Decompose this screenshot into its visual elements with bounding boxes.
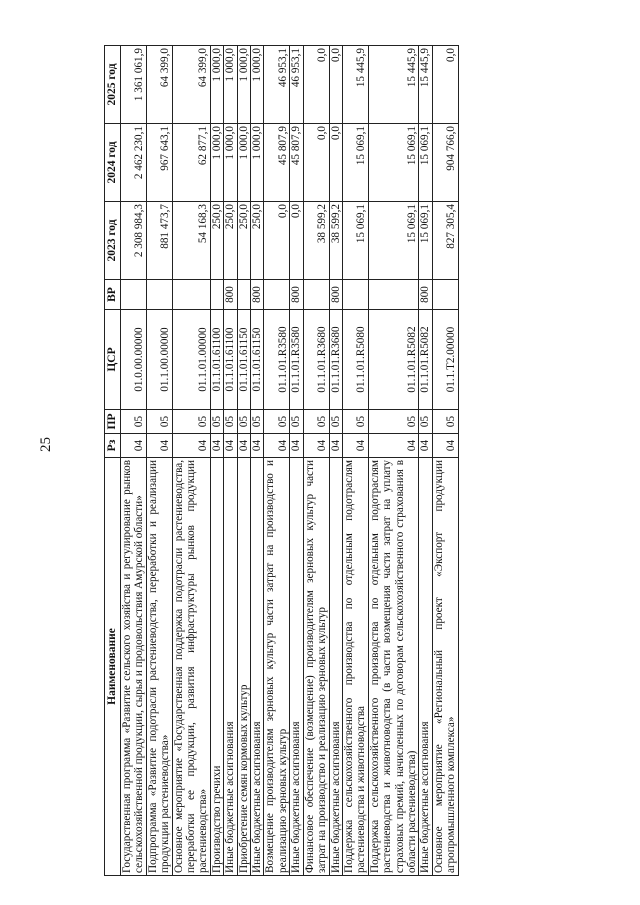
cell-vr — [368, 280, 419, 310]
header-vr: ВР — [105, 280, 121, 310]
cell-csr: 01.0.00.00000 — [121, 310, 147, 410]
cell-2025: 1 000,0 — [251, 46, 264, 124]
cell-2025: 1 361 061,9 — [121, 46, 147, 124]
table-row — [251, 46, 264, 876]
cell-vr — [146, 280, 172, 310]
cell-2024: 62 877,1 — [172, 124, 210, 202]
cell-pr: 05 — [146, 410, 172, 434]
cell-2024: 15 069,1 — [368, 124, 419, 202]
cell-csr: 01.1.01.R3580 — [290, 310, 303, 410]
cell-pr: 05 — [210, 410, 223, 434]
cell-csr: 01.1.01.61100 — [224, 310, 237, 410]
cell-2024: 967 643,1 — [146, 124, 172, 202]
table-row — [121, 46, 147, 876]
cell-2023: 38 599,2 — [329, 202, 342, 280]
cell-2025: 64 399,0 — [172, 46, 210, 124]
table-row — [237, 46, 250, 876]
cell-2023: 15 069,1 — [368, 202, 419, 280]
cell-2023: 38 599,2 — [303, 202, 329, 280]
cell-pr: 05 — [342, 410, 368, 434]
cell-2025: 46 953,1 — [290, 46, 303, 124]
cell-name: Поддержка сельскохозяйственного производства по отдельным подотраслям растениеводства и животноводства (в части возмещения части затрат на уплату страховых премий, начисленных по договорам сельскохозяйственного страхования в области растениеводства) — [368, 458, 419, 876]
cell-rz: 04 — [368, 434, 419, 458]
cell-2023: 15 069,1 — [342, 202, 368, 280]
cell-2024: 0,0 — [303, 124, 329, 202]
cell-vr: 800 — [419, 280, 432, 310]
cell-rz: 04 — [237, 434, 250, 458]
cell-2023: 2 308 984,3 — [121, 202, 147, 280]
cell-rz: 04 — [172, 434, 210, 458]
cell-pr: 05 — [290, 410, 303, 434]
cell-csr: 01.1.01.R3680 — [329, 310, 342, 410]
table-row — [419, 46, 432, 876]
cell-2025: 64 399,0 — [146, 46, 172, 124]
cell-2025: 0,0 — [432, 46, 458, 124]
cell-vr: 800 — [224, 280, 237, 310]
cell-2025: 15 445,9 — [368, 46, 419, 124]
cell-vr: 800 — [251, 280, 264, 310]
cell-rz: 04 — [432, 434, 458, 458]
cell-rz: 04 — [329, 434, 342, 458]
table-row — [146, 46, 172, 876]
header-name: Наименование — [105, 458, 121, 876]
cell-vr — [342, 280, 368, 310]
cell-name: Финансовое обеспечение (возмещение) производителям зерновых культур части затрат на производство и реализацию зерновых культур — [303, 458, 329, 876]
cell-pr: 05 — [329, 410, 342, 434]
cell-pr: 05 — [368, 410, 419, 434]
cell-name: Основное мероприятие «Региональный проект «Экспорт продукции агропромышленного комплекса» — [432, 458, 458, 876]
cell-name: Приобретение семян кормовых культур — [237, 458, 250, 876]
cell-vr: 800 — [290, 280, 303, 310]
cell-rz: 04 — [264, 434, 290, 458]
cell-name: Иные бюджетные ассигнования — [329, 458, 342, 876]
cell-rz: 04 — [342, 434, 368, 458]
cell-2023: 15 069,1 — [419, 202, 432, 280]
table-row — [368, 46, 419, 876]
cell-rz: 04 — [210, 434, 223, 458]
budget-table — [104, 45, 459, 876]
cell-2025: 15 445,9 — [342, 46, 368, 124]
cell-pr: 05 — [264, 410, 290, 434]
cell-vr — [172, 280, 210, 310]
table-row — [210, 46, 223, 876]
cell-vr — [210, 280, 223, 310]
table-row — [172, 46, 210, 876]
cell-2024: 15 069,1 — [342, 124, 368, 202]
cell-vr — [432, 280, 458, 310]
cell-csr: 01.1.T2.00000 — [432, 310, 458, 410]
cell-vr — [264, 280, 290, 310]
cell-2024: 1 000,0 — [251, 124, 264, 202]
cell-2024: 2 462 230,1 — [121, 124, 147, 202]
table-row — [224, 46, 237, 876]
cell-2023: 0,0 — [264, 202, 290, 280]
cell-pr: 05 — [237, 410, 250, 434]
cell-csr: 01.1.01.R3680 — [303, 310, 329, 410]
cell-2024: 1 000,0 — [224, 124, 237, 202]
cell-csr: 01.1.01.61150 — [251, 310, 264, 410]
cell-2025: 1 000,0 — [210, 46, 223, 124]
header-2024: 2024 год — [105, 124, 121, 202]
cell-name: Государственная программа «Развитие сельского хозяйства и регулирование рынков сельскохозяйственной продукции, сырья и продовольствия Амурской области» — [121, 458, 147, 876]
cell-name: Иные бюджетные ассигнования — [419, 458, 432, 876]
table-row — [303, 46, 329, 876]
cell-name: Производство гречихи — [210, 458, 223, 876]
cell-2025: 1 000,0 — [224, 46, 237, 124]
table-row — [342, 46, 368, 876]
header-pr: ПР — [105, 410, 121, 434]
cell-2023: 881 473,7 — [146, 202, 172, 280]
cell-2025: 1 000,0 — [237, 46, 250, 124]
cell-2024: 45 807,9 — [290, 124, 303, 202]
cell-csr: 01.1.01.R5082 — [368, 310, 419, 410]
cell-rz: 04 — [224, 434, 237, 458]
page-number: 25 — [38, 437, 54, 452]
cell-name: Поддержка сельскохозяйственного производства по отдельным подотраслям растениеводства и животноводства — [342, 458, 368, 876]
cell-rz: 04 — [146, 434, 172, 458]
cell-pr: 05 — [172, 410, 210, 434]
header-rz: Рз — [105, 434, 121, 458]
header-2023: 2023 год — [105, 202, 121, 280]
cell-rz: 04 — [290, 434, 303, 458]
cell-pr: 05 — [224, 410, 237, 434]
cell-2025: 0,0 — [303, 46, 329, 124]
cell-2024: 45 807,9 — [264, 124, 290, 202]
cell-csr: 01.1.01.R3580 — [264, 310, 290, 410]
cell-rz: 04 — [419, 434, 432, 458]
cell-2023: 250,0 — [224, 202, 237, 280]
cell-csr: 01.1.01.61100 — [210, 310, 223, 410]
header-2025: 2025 год — [105, 46, 121, 124]
cell-2024: 1 000,0 — [210, 124, 223, 202]
cell-csr: 01.1.01.61150 — [237, 310, 250, 410]
table-row — [432, 46, 458, 876]
table-row — [329, 46, 342, 876]
cell-2025: 15 445,9 — [419, 46, 432, 124]
rotated-table-container — [104, 46, 602, 876]
cell-2023: 827 305,4 — [432, 202, 458, 280]
cell-2023: 250,0 — [210, 202, 223, 280]
cell-rz: 04 — [251, 434, 264, 458]
cell-pr: 05 — [419, 410, 432, 434]
cell-name: Иные бюджетные ассигнования — [251, 458, 264, 876]
cell-rz: 04 — [121, 434, 147, 458]
cell-pr: 05 — [303, 410, 329, 434]
cell-csr: 01.1.01.R5082 — [419, 310, 432, 410]
cell-name: Основное мероприятие «Государственная поддержка подотрасли растениеводства, переработки ее продукции, развития инфраструктуры рынков продукции растениеводства» — [172, 458, 210, 876]
cell-vr — [121, 280, 147, 310]
cell-2025: 46 953,1 — [264, 46, 290, 124]
cell-pr: 05 — [251, 410, 264, 434]
cell-csr: 01.1.00.00000 — [146, 310, 172, 410]
cell-2023: 54 168,3 — [172, 202, 210, 280]
table-row — [264, 46, 290, 876]
cell-vr — [237, 280, 250, 310]
cell-vr — [303, 280, 329, 310]
cell-name: Возмещение производителям зерновых культур части затрат на производство и реализацию зерновых культур — [264, 458, 290, 876]
cell-name: Подпрограмма «Развитие подотрасли растениеводства, переработки и реализации продукции растениеводства» — [146, 458, 172, 876]
cell-csr: 01.1.01.00000 — [172, 310, 210, 410]
cell-pr: 05 — [121, 410, 147, 434]
cell-2024: 1 000,0 — [237, 124, 250, 202]
cell-2024: 15 069,1 — [419, 124, 432, 202]
cell-2023: 250,0 — [237, 202, 250, 280]
cell-name: Иные бюджетные ассигнования — [290, 458, 303, 876]
cell-name: Иные бюджетные ассигнования — [224, 458, 237, 876]
cell-2024: 904 766,0 — [432, 124, 458, 202]
table-row — [290, 46, 303, 876]
table-header-row — [105, 46, 121, 876]
cell-vr: 800 — [329, 280, 342, 310]
cell-2023: 250,0 — [251, 202, 264, 280]
cell-2025: 0,0 — [329, 46, 342, 124]
cell-rz: 04 — [303, 434, 329, 458]
cell-2024: 0,0 — [329, 124, 342, 202]
cell-pr: 05 — [432, 410, 458, 434]
header-csr: ЦСР — [105, 310, 121, 410]
cell-csr: 01.1.01.R5080 — [342, 310, 368, 410]
cell-2023: 0,0 — [290, 202, 303, 280]
